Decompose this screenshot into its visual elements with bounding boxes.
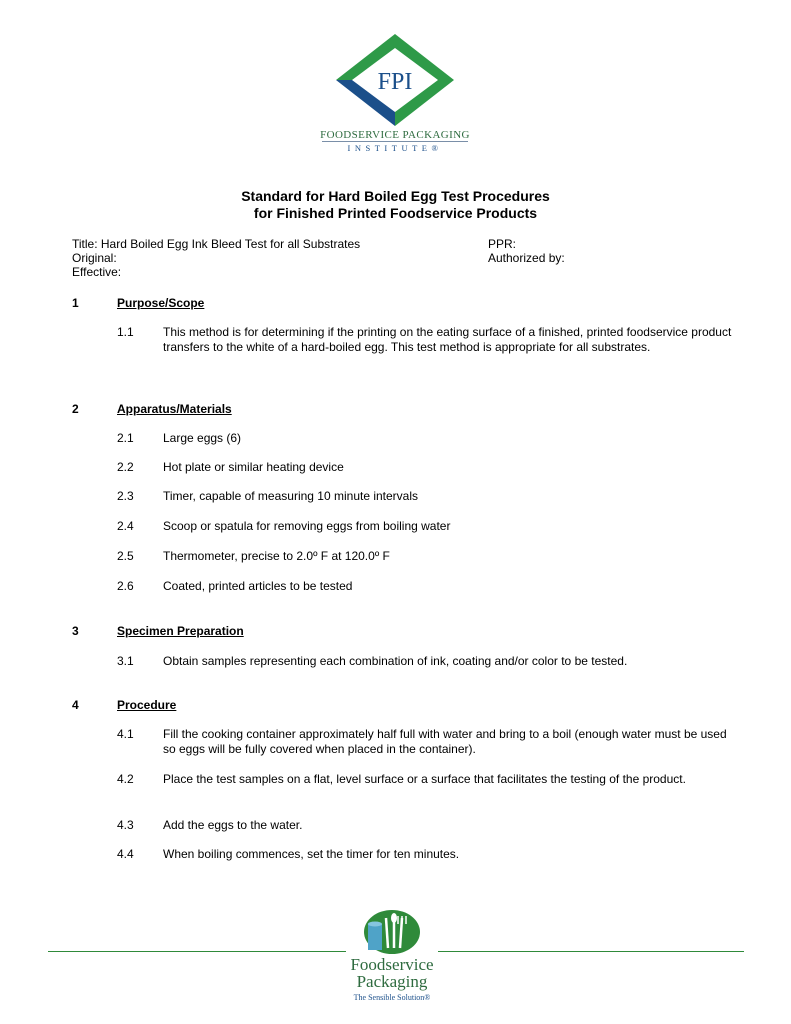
section-number: 2 [72, 402, 79, 416]
item-text: Large eggs (6) [163, 431, 242, 445]
meta-ppr: PPR: [488, 237, 517, 251]
section-title: Specimen Preparation [117, 624, 244, 638]
item-number: 1.1 [117, 325, 134, 339]
item-number: 2.4 [117, 519, 134, 533]
item-number: 2.2 [117, 460, 134, 474]
item-text: When boiling commences, set the timer for ten minutes. [163, 847, 460, 861]
item-number: 4.2 [117, 772, 134, 786]
item-number: 2.1 [117, 431, 134, 445]
item-text: Timer, capable of measuring 10 minute intervals [163, 489, 419, 503]
section-number: 4 [72, 698, 79, 712]
fpi-divider [322, 141, 468, 142]
doc-title-line1: Standard for Hard Boiled Egg Test Procedures [241, 188, 550, 204]
item-text: Fill the cooking container approximately half full with water and bring to a boil (enough water must be used so eggs will be fully covered when placed in the container). [163, 727, 727, 756]
item-number: 4.4 [117, 847, 134, 861]
footer-word2: Packaging [356, 972, 428, 991]
section-title: Apparatus/Materials [117, 402, 232, 416]
utensils-cup-icon [346, 906, 438, 956]
item-number: 4.1 [117, 727, 134, 741]
item-text: Scoop or spatula for removing eggs from boiling water [163, 519, 451, 533]
item-text: Thermometer, precise to 2.0º F at 120.0º F [163, 549, 390, 563]
meta-original: Original: [72, 251, 117, 265]
fpi-diamond-icon [320, 30, 470, 130]
section-title: Purpose/Scope [117, 296, 205, 310]
item-text: Obtain samples representing each combination of ink, coating and/or color to be tested. [163, 654, 628, 668]
section-number: 3 [72, 624, 79, 638]
meta-effective: Effective: [72, 265, 122, 279]
item-number: 2.5 [117, 549, 134, 563]
doc-title-line2: for Finished Printed Foodservice Products [253, 205, 538, 221]
item-text: Hot plate or similar heating device [163, 460, 344, 474]
item-number: 2.6 [117, 579, 134, 593]
item-number: 4.3 [117, 818, 134, 832]
item-text: Place the test samples on a flat, level surface or a surface that facilitates the testing of the product. [163, 772, 686, 786]
item-number: 3.1 [117, 654, 134, 668]
item-number: 2.3 [117, 489, 134, 503]
section-number: 1 [72, 296, 79, 310]
meta-title: Title: Hard Boiled Egg Ink Bleed Test for all Substrates [72, 237, 361, 251]
fpi-org-name: FOODSERVICE PACKAGING [320, 129, 470, 141]
footer-word1: Foodservice [350, 955, 434, 974]
meta-authorized: Authorized by: [488, 251, 565, 265]
item-text: Add the eggs to the water. [163, 818, 303, 832]
section-title: Procedure [117, 698, 177, 712]
footer-tagline: The Sensible Solution® [353, 993, 431, 1002]
fpi-acronym: FPI [377, 69, 413, 95]
fpi-org-sub: INSTITUTE® [347, 143, 443, 153]
item-text: Coated, printed articles to be tested [163, 579, 353, 593]
item-text: This method is for determining if the printing on the eating surface of a finished, printed foodservice product transfers to the white of a hard-boiled egg. This test method is appropriate for all substrates. [163, 325, 732, 354]
